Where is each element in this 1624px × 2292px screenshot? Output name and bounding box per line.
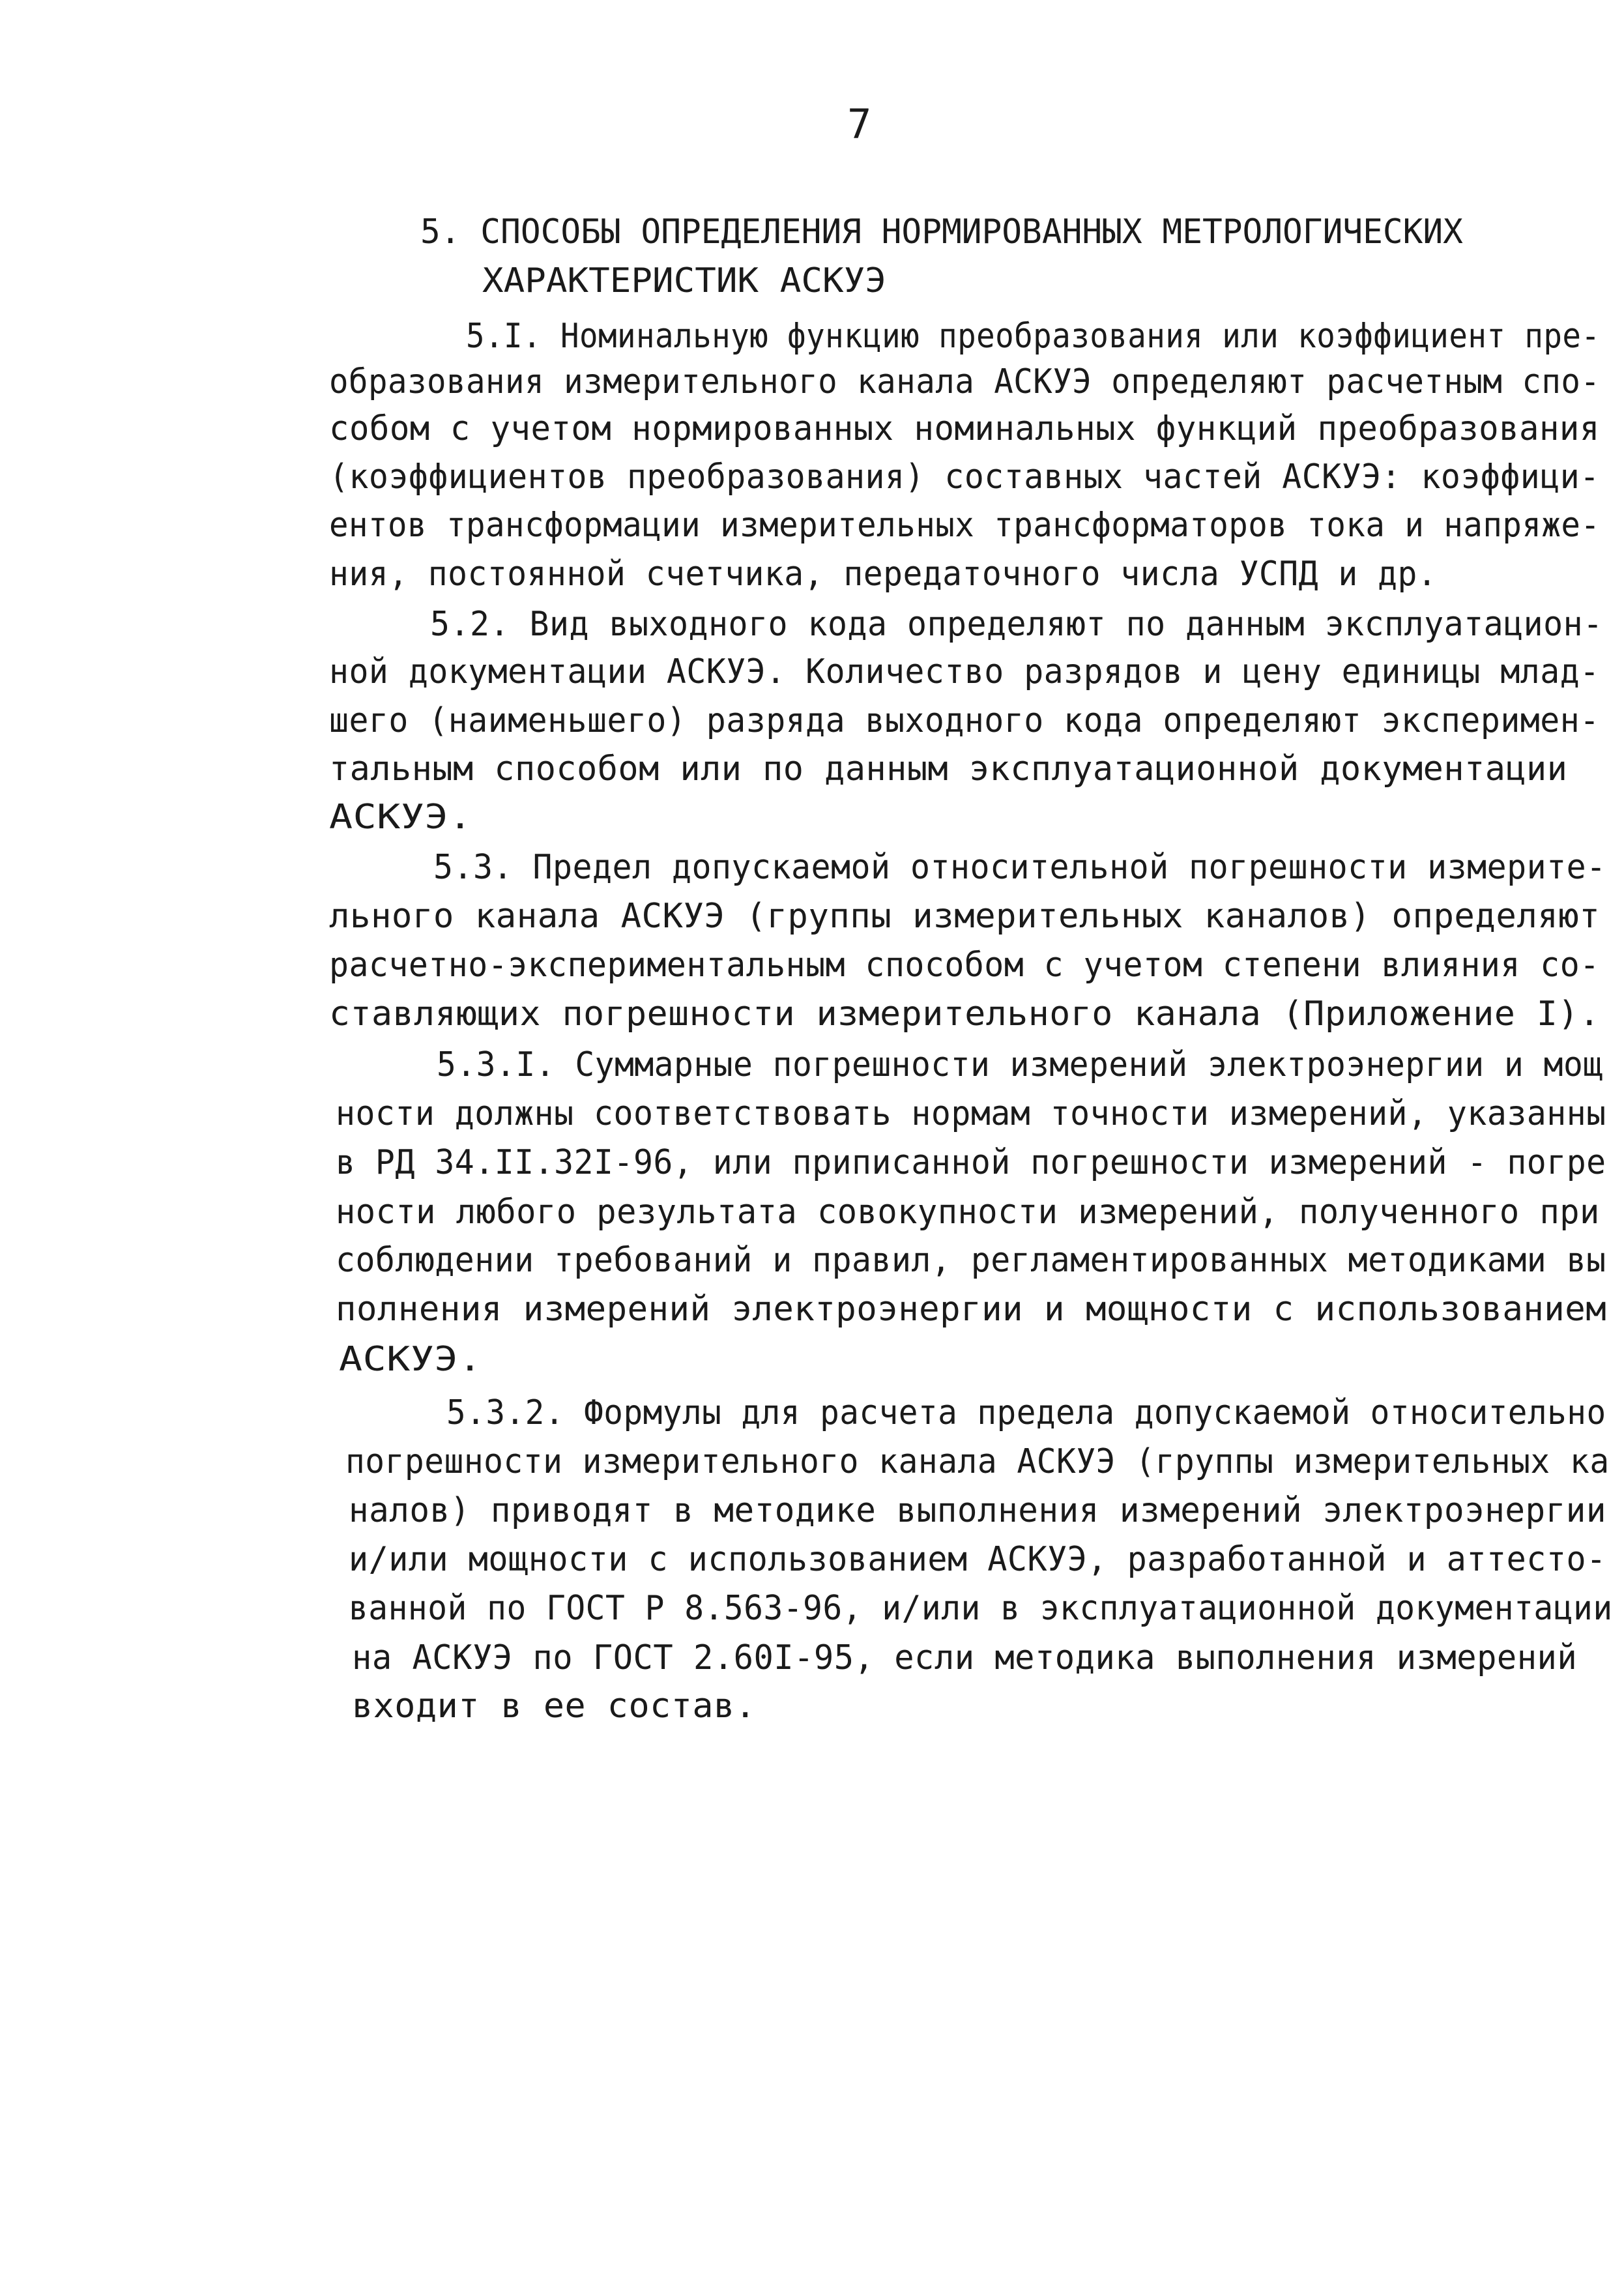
page-number: 7 [847,100,872,148]
text-line: (коэффициентов преобразования) составных частей АСКУЭ: коэффици- [329,457,1600,497]
text-line: 5.3.2. Формулы для расчета предела допускаемой относительно [446,1393,1606,1432]
text-line: ности любого результата совокупности измерений, полученного при [336,1193,1600,1232]
text-line: АСКУЭ. [329,798,472,837]
text-line: 5.2. Вид выходного кода определяют по данным эксплуатацион- [430,605,1603,644]
section-heading-continued: ХАРАКТЕРИСТИК АСКУЭ [482,261,886,300]
text-line: 5.I. Номинальную функцию преобразования или коэффициент пре- [466,317,1601,356]
text-line: собом с учетом нормированных номинальных функций преобразования [329,409,1600,448]
text-line: расчетно-экспериментальным способом с учетом степени влияния со- [329,946,1600,985]
text-line: 5.3.I. Суммарные погрешности измерений электроэнергии и мощ [437,1045,1603,1084]
text-line: ности должны соответствовать нормам точности измерений, указанны [336,1094,1606,1133]
text-line: шего (наименьшего) разряда выходного кода определяют эксперимен- [329,701,1600,740]
text-line: 5.3. Предел допускаемой относительной погрешности измерите- [433,848,1606,887]
text-line: АСКУЭ. [339,1340,482,1379]
text-line: ванной по ГОСТ Р 8.563-96, и/или в эксплуатационной документации [349,1589,1613,1628]
text-line: и/или мощности с использованием АСКУЭ, разработанной и аттесто- [349,1540,1606,1579]
text-line: тальным способом или по данным эксплуатационной документации [329,749,1568,789]
text-line: в РД 34.II.32I-96, или приписанной погрешности измерений - погре [336,1143,1606,1182]
text-line: ной документации АСКУЭ. Количество разрядов и цену единицы млад- [329,652,1600,691]
text-line: ставляющих погрешности измерительного канала (Приложение I). [329,994,1601,1034]
text-line: входит в ее состав. [352,1687,757,1726]
text-line: полнения измерений электроэнергии и мощности с использованием [336,1290,1607,1329]
section-heading: 5. СПОСОБЫ ОПРЕДЕЛЕНИЯ НОРМИРОВАННЫХ МЕТРОЛОГИЧЕСКИХ [420,212,1463,252]
text-line: погрешности измерительного канала АСКУЭ (группы измерительных ка [345,1442,1610,1481]
text-line: ентов трансформации измерительных трансформаторов тока и напряже- [329,506,1601,545]
text-line: ния, постоянной счетчика, передаточного числа УСПД и др. [329,555,1438,594]
text-line: на АСКУЭ по ГОСТ 2.60I-95, если методика выполнения измерений [352,1638,1578,1677]
text-line: соблюдении требований и правил, регламентированных методиками вы [336,1241,1606,1280]
text-line: льного канала АСКУЭ (группы измерительных каналов) определяют [329,897,1601,936]
text-line: образования измерительного канала АСКУЭ определяют расчетным спо- [329,362,1601,401]
text-line: налов) приводят в методике выполнения измерений электроэнергии [349,1491,1607,1530]
